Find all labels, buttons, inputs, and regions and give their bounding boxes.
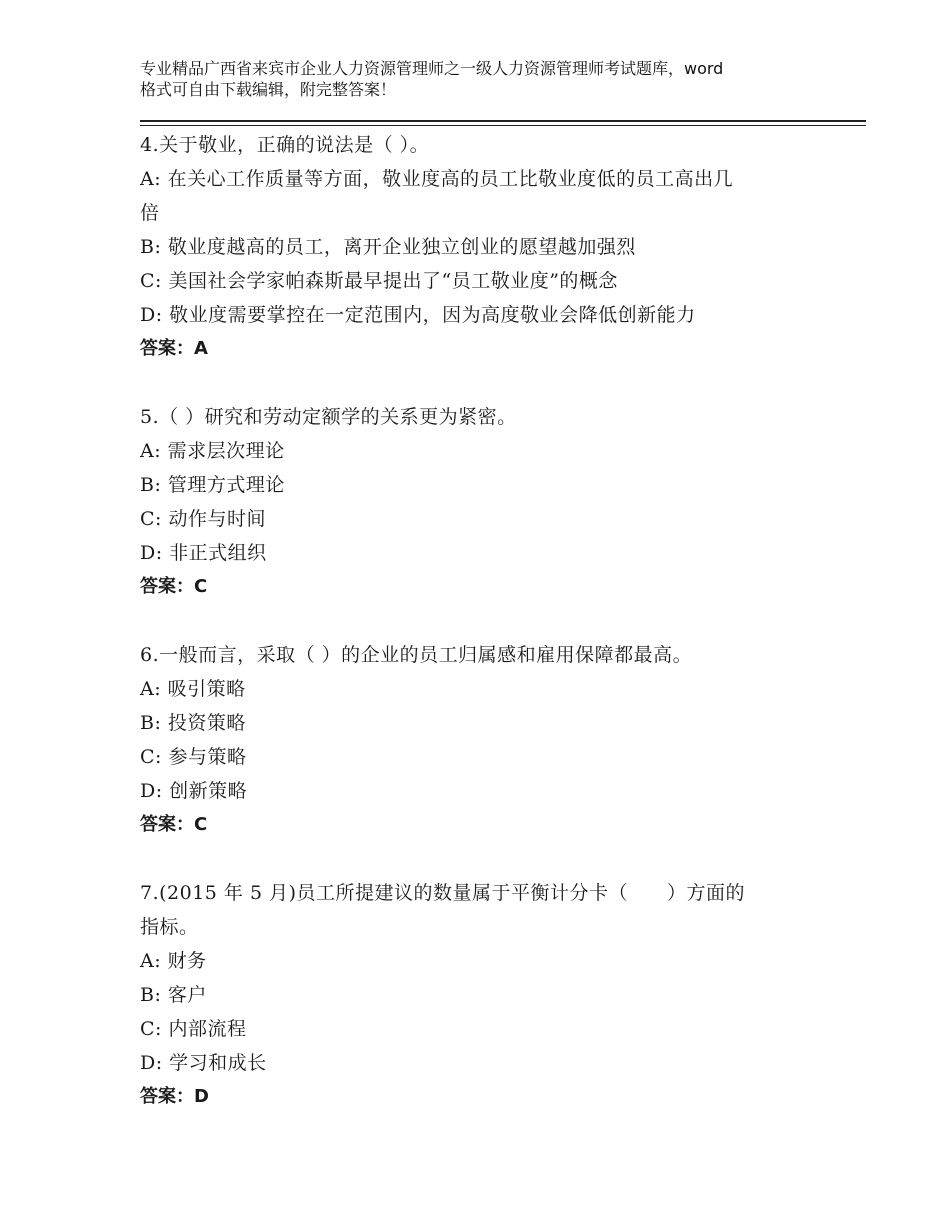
option-b: B: 投资策略 [140,712,246,734]
option-a: A: 财务 [140,950,207,972]
question-stem: 6.一般而言，采取（ ）的企业的员工归属感和雇用保障都最高。 [140,644,693,666]
answer-label: 答案：D [140,1086,209,1107]
option-c: C: 美国社会学家帕森斯最早提出了“员工敬业度”的概念 [140,270,618,292]
option-c: C: 参与策略 [140,746,247,768]
question-stem: 5.（ ）研究和劳动定额学的关系更为紧密。 [140,406,517,428]
option-a-continued: 倍 [140,202,160,224]
header-line-2: 格式可自由下载编辑，附完整答案！ [140,80,397,99]
option-d: D: 敬业度需要掌控在一定范围内，因为高度敬业会降低创新能力 [140,304,696,326]
question-stem: 7.(2015 年 5 月)员工所提建议的数量属于平衡计分卡（ ）方面的 [140,882,746,904]
option-b: B: 敬业度越高的员工，离开企业独立创业的愿望越加强烈 [140,236,636,258]
question-7 [140,876,820,1114]
question-list [140,128,820,1148]
question-6 [140,638,820,842]
question-4 [140,128,820,366]
option-c: C: 动作与时间 [140,508,266,530]
option-d: D: 创新策略 [140,780,248,802]
option-c: C: 内部流程 [140,1018,247,1040]
header-line-1: 专业精品广西省来宾市企业人力资源管理师之一级人力资源管理师考试题库，word [140,59,724,78]
header-divider-thick [140,120,866,122]
document-header [140,58,830,100]
answer-label: 答案：C [140,576,208,597]
answer-label: 答案：A [140,338,208,359]
question-stem: 4.关于敬业，正确的说法是（ ）。 [140,134,430,156]
option-b: B: 客户 [140,984,207,1006]
answer-label: 答案：C [140,814,208,835]
option-a: A: 需求层次理论 [140,440,285,462]
option-d: D: 学习和成长 [140,1052,267,1074]
option-b: B: 管理方式理论 [140,474,285,496]
question-stem-continued: 指标。 [140,916,199,938]
option-a: A: 在关心工作质量等方面，敬业度高的员工比敬业度低的员工高出几 [140,168,734,190]
question-5 [140,400,820,604]
option-a: A: 吸引策略 [140,678,246,700]
header-divider-thin [140,125,866,126]
option-d: D: 非正式组织 [140,542,267,564]
